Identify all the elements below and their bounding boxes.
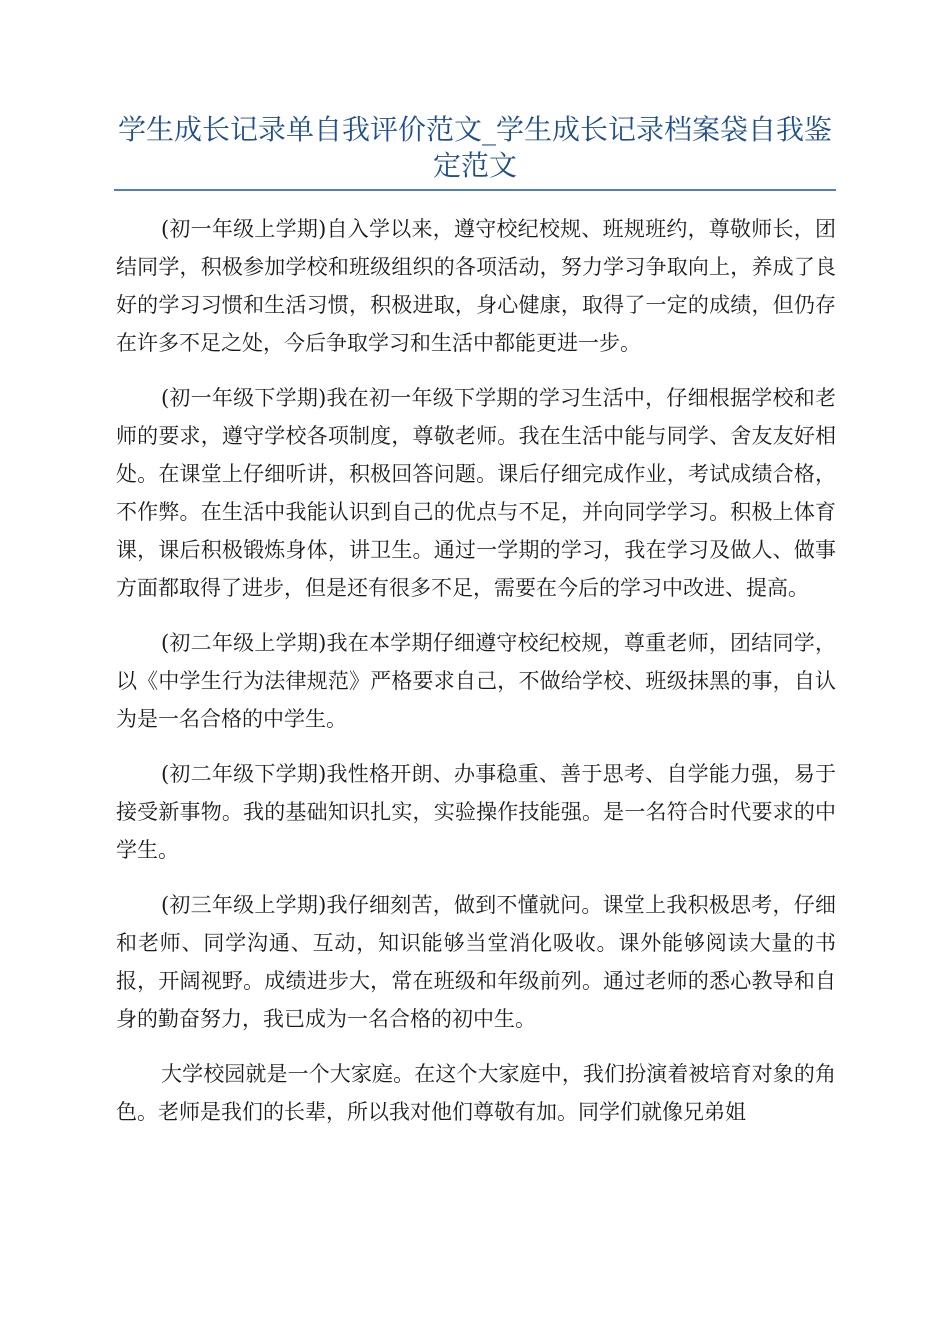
paragraph: (初一年级上学期)自入学以来，遵守校纪校规、班规班约，尊敬师长，团结同学，积极参加学校和班级组织的各项活动，努力学习争取向上，养成了良好的学习习惯和生活习惯，积极进取，身心健康，取得了一定的成绩，但仍存在许多不足之处，今后争取学习和生活中都能更进一步。 [116,217,836,355]
paragraph: (初二年级下学期)我性格开朗、办事稳重、善于思考、自学能力强，易于接受新事物。我的基础知识扎实，实验操作技能强。是一名符合时代要求的中学生。 [116,762,836,862]
document-title: 学生成长记录单自我评价范文_学生成长记录档案袋自我鉴定范文 [117,113,832,182]
title-block [114,112,836,191]
paragraph: (初三年级上学期)我仔细刻苦，做到不懂就问。课堂上我积极思考，仔细和老师、同学沟通、互动，知识能够当堂消化吸收。课外能够阅读大量的书报，开阔视野。成绩进步大，常在班级和年级前列。通过老师的悉心教导和自身的勤奋努力，我已成为一名合格的初中生。 [116,893,836,1031]
paragraph: (初二年级上学期)我在本学期仔细遵守校纪校规，尊重老师，团结同学，以《中学生行为法律规范》严格要求自己，不做给学校、班级抹黑的事，自认为是一名合格的中学生。 [116,631,836,731]
paragraph: 大学校园就是一个大家庭。在这个大家庭中，我们扮演着被培育对象的角色。老师是我们的长辈，所以我对他们尊敬有加。同学们就像兄弟姐 [116,1062,836,1124]
paragraph: (初一年级下学期)我在初一年级下学期的学习生活中，仔细根据学校和老师的要求，遵守学校各项制度，尊敬老师。我在生活中能与同学、舍友友好相处。在课堂上仔细听讲，积极回答问题。课后仔细完成作业，考试成绩合格，不作弊。在生活中我能认识到自己的优点与不足，并向同学学习。积极上体育课，课后积极锻炼身体，讲卫生。通过一学期的学习，我在学习及做人、做事方面都取得了进步，但是还有很多不足，需要在今后的学习中改进、提高。 [116,386,836,600]
document-body [116,210,836,1148]
